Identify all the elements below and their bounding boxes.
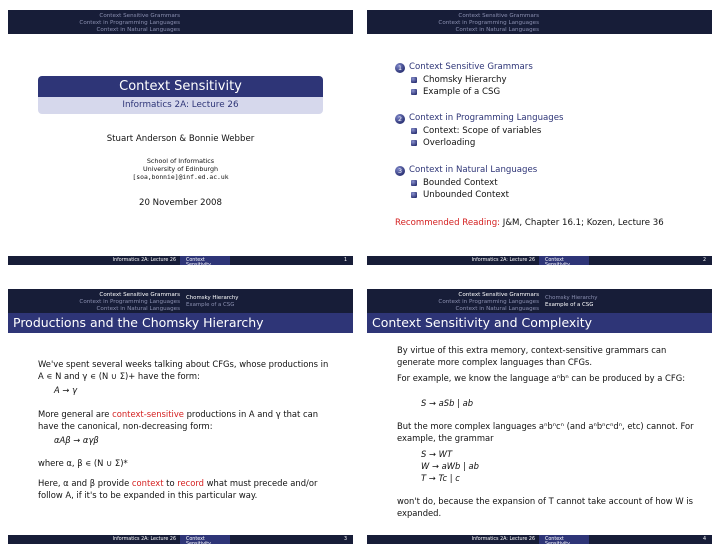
footer-title: Context Sensitivity <box>186 537 211 547</box>
nav-subsection[interactable]: Chomsky Hierarchy <box>545 295 598 301</box>
footer-title: Context Sensitivity <box>545 258 570 268</box>
nav-subsection[interactable]: Example of a CSG <box>545 302 594 308</box>
footer-left: Informatics 2A: Lecture 26 <box>471 258 535 263</box>
paragraph: By virtue of this extra memory, context-sensitive grammars can generate more complex languages than CFGs. <box>397 345 667 368</box>
highlight-term: context-sensitive <box>112 409 184 419</box>
date: 20 November 2008 <box>139 198 222 208</box>
frame-title: Productions and the Chomsky Hierarchy <box>13 315 264 330</box>
section-title: Context in Natural Languages <box>409 165 538 175</box>
production-rule: A → γ <box>54 385 78 395</box>
nav-section[interactable]: Context Sensitive Grammars <box>99 13 180 19</box>
paragraph: But the more complex languages aⁿbⁿcⁿ (and aⁿbⁿcⁿdⁿ, etc) cannot. For example, the grammar <box>397 421 694 444</box>
bullet-icon <box>411 128 417 134</box>
highlight-term: context <box>131 478 164 488</box>
nav-subsection[interactable]: Chomsky Hierarchy <box>186 295 239 301</box>
nav-section[interactable]: Context in Programming Languages <box>438 299 539 305</box>
nav-subsection[interactable]: Example of a CSG <box>186 302 235 308</box>
footer-title: Context Sensitivity <box>186 258 211 268</box>
item-label: Chomsky Hierarchy <box>423 75 507 85</box>
section-number: 3 <box>395 166 405 176</box>
slide-2 <box>367 10 712 268</box>
paragraph <box>38 477 338 502</box>
highlight-term: record <box>177 478 204 488</box>
footer <box>367 535 712 547</box>
email: [soa,bonnie]@inf.ed.ac.uk <box>132 173 229 181</box>
section-number: 1 <box>395 63 405 73</box>
bullet-icon <box>411 180 417 186</box>
production-rule: αAβ → αγβ <box>54 435 99 445</box>
frame-title-bar <box>367 313 712 333</box>
page-number: 2 <box>702 258 706 263</box>
section-title: Context Sensitive Grammars <box>409 62 533 72</box>
nav-section[interactable]: Context in Natural Languages <box>455 306 539 312</box>
nav-section[interactable]: Context in Natural Languages <box>96 27 180 33</box>
page-number: 4 <box>702 537 706 542</box>
page-number: 3 <box>343 537 347 542</box>
footer-middle <box>539 535 589 547</box>
recommended-reading <box>395 218 664 228</box>
nav-bar <box>367 10 712 34</box>
nav-bar <box>8 10 353 34</box>
paragraph: For example, we know the language aⁿbⁿ can be produced by a CFG: <box>397 373 686 383</box>
text-run: what must precede and/or follow A, if it's to be expanded in this particular way. <box>38 478 318 501</box>
nav-section[interactable]: Context Sensitive Grammars <box>99 292 180 298</box>
slide-1 <box>8 10 353 268</box>
nav-section[interactable]: Context in Programming Languages <box>79 299 180 305</box>
item-label: Unbounded Context <box>423 190 509 200</box>
frame-title: Context Sensitivity and Complexity <box>372 315 593 330</box>
footer-title: Context Sensitivity <box>545 537 570 547</box>
nav-section[interactable]: Context in Natural Languages <box>455 27 539 33</box>
bullet-icon <box>411 89 417 95</box>
production-rule: S → WT <box>421 449 453 459</box>
production-rule: T → Tc | c <box>421 473 460 483</box>
nav-section[interactable]: Context in Natural Languages <box>96 306 180 312</box>
footer-middle <box>539 256 589 268</box>
institute-line: University of Edinburgh <box>142 165 219 173</box>
footer-left: Informatics 2A: Lecture 26 <box>112 258 176 263</box>
presentation-title: Context Sensitivity <box>38 76 323 97</box>
reading-text: J&M, Chapter 16.1; Kozen, Lecture 36 <box>500 218 664 228</box>
bullet-icon <box>411 192 417 198</box>
presentation-subtitle: Informatics 2A: Lecture 26 <box>38 97 323 114</box>
bullet-icon <box>411 77 417 83</box>
production-rule: S → aSb | ab <box>421 398 474 408</box>
paragraph: where α, β ∊ (N ∪ Σ)* <box>38 458 128 468</box>
section-title: Context in Programming Languages <box>409 113 564 123</box>
paragraph: We've spent several weeks talking about CFGs, whose productions in A ∊ N and γ ∊ (N ∪ Σ)+ have the form: <box>38 359 329 382</box>
nav-bar <box>367 289 712 313</box>
slide-4 <box>367 289 712 547</box>
paragraph <box>38 408 333 433</box>
footer-left: Informatics 2A: Lecture 26 <box>112 537 176 542</box>
footer <box>8 256 353 268</box>
item-label: Bounded Context <box>423 178 498 188</box>
item-label: Overloading <box>423 138 476 148</box>
text-run: Here, α and β provide <box>38 478 132 488</box>
section-number: 2 <box>395 114 405 124</box>
paragraph: won't do, because the expansion of T cannot take account of how W is expanded. <box>397 496 693 519</box>
slide-3 <box>8 289 353 547</box>
production-rule: W → aWb | ab <box>421 461 479 471</box>
text-run: productions in A and γ that can have the canonical, non-decreasing form: <box>38 409 319 432</box>
authors: Stuart Anderson & Bonnie Webber <box>106 134 255 144</box>
text-run: to <box>163 478 178 488</box>
nav-section[interactable]: Context Sensitive Grammars <box>458 13 539 19</box>
frame-title-bar <box>8 313 353 333</box>
footer <box>367 256 712 268</box>
page-number: 1 <box>343 258 347 263</box>
text-run: More general are <box>38 409 113 419</box>
title-box <box>38 76 323 114</box>
reading-label: Recommended Reading: <box>395 218 501 228</box>
footer <box>8 535 353 547</box>
institute-line: School of Informatics <box>146 157 215 165</box>
nav-section[interactable]: Context in Programming Languages <box>79 20 180 26</box>
footer-middle <box>180 256 230 268</box>
nav-section[interactable]: Context Sensitive Grammars <box>458 292 539 298</box>
bullet-icon <box>411 140 417 146</box>
nav-section[interactable]: Context in Programming Languages <box>438 20 539 26</box>
item-label: Context: Scope of variables <box>423 126 542 136</box>
item-label: Example of a CSG <box>423 87 501 97</box>
footer-left: Informatics 2A: Lecture 26 <box>471 537 535 542</box>
footer-middle <box>180 535 230 547</box>
nav-bar <box>8 289 353 313</box>
